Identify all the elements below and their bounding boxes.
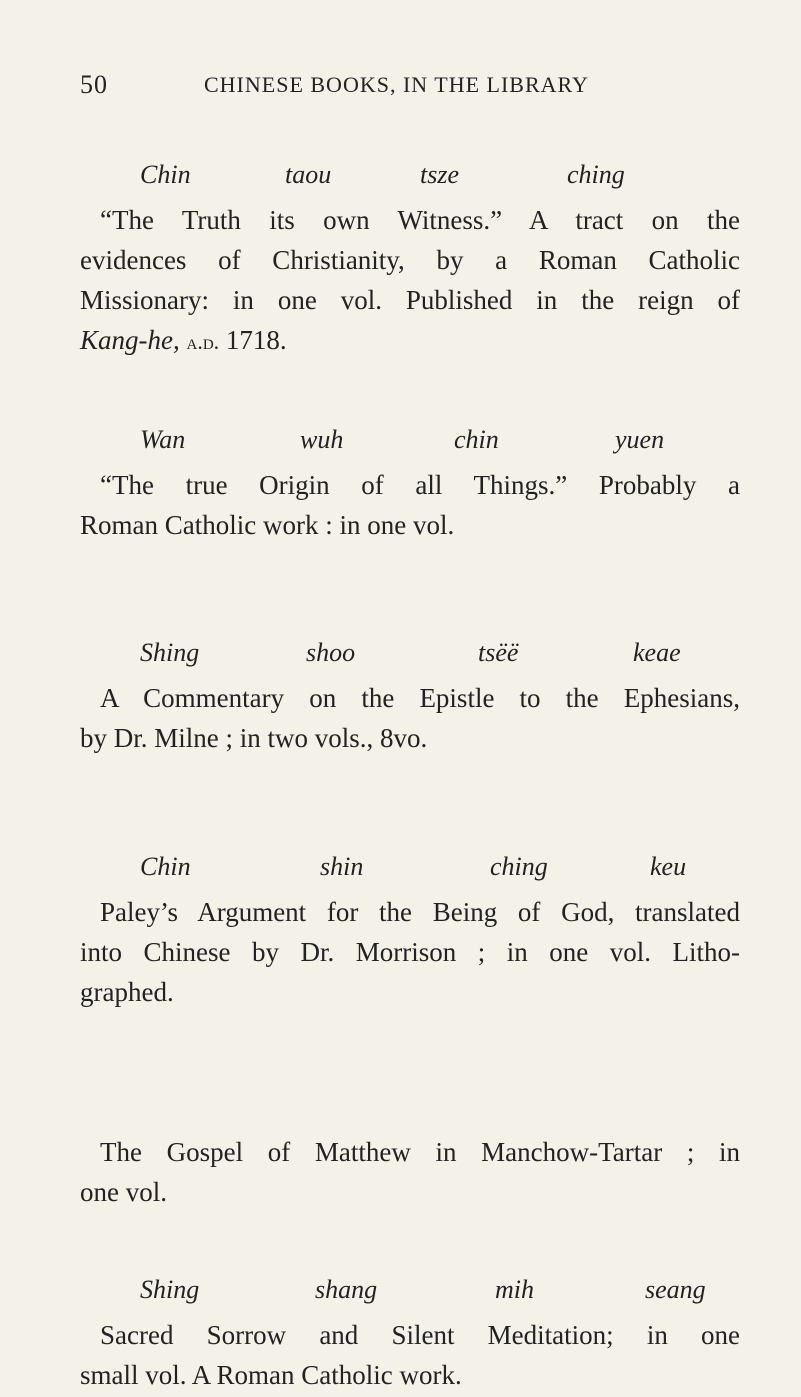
romanization-word: wuh: [300, 425, 344, 454]
romanization-word: tsze: [420, 160, 459, 189]
text-line: small vol. A Roman Catholic work.: [80, 1360, 462, 1390]
romanization-word: keu: [650, 852, 687, 881]
text-line: “The true Origin of all Things.” Probably a: [100, 470, 740, 500]
entry-description: [80, 465, 740, 545]
text-line: Roman Catholic work : in one vol.: [80, 510, 455, 540]
text-line: The Gospel of Matthew in Manchow-Tartar ; in: [100, 1137, 740, 1167]
romanization: [80, 638, 740, 678]
text-line: one vol.: [80, 1177, 167, 1207]
entry-wan-wuh-chin-yuen: [80, 425, 740, 545]
text-line: Paley’s Argument for the Being of God, translated: [100, 897, 740, 927]
romanization-word: ching: [567, 160, 625, 189]
romanization-word: Shing: [140, 1275, 200, 1304]
romanization-word: shang: [315, 1275, 378, 1304]
text-line: by Dr. Milne ; in two vols., 8vo.: [80, 723, 428, 753]
romanization-word: seang: [645, 1275, 706, 1304]
entry-description: [80, 678, 740, 758]
entry-shing-shoo-tsee-keae: [80, 638, 740, 758]
entry-description: [80, 1315, 740, 1395]
romanization: [80, 160, 740, 200]
text-line: into Chinese by Dr. Morrison ; in one vol. Litho-: [80, 937, 740, 967]
romanization-word: taou: [285, 160, 332, 189]
text-line: “The Truth its own Witness.” A tract on the: [100, 205, 740, 235]
romanization-word: tsëë: [478, 638, 519, 667]
romanization: [80, 852, 740, 892]
entry-description: [80, 1132, 740, 1212]
romanization-word: mih: [495, 1275, 534, 1304]
romanization-word: yuen: [615, 425, 665, 454]
page-number: 50: [80, 70, 108, 99]
text-line: evidences of Christianity, by a Roman Catholic: [80, 245, 740, 275]
entry-description: [80, 200, 740, 362]
romanization-word: Shing: [140, 638, 200, 667]
running-head: [80, 70, 740, 104]
romanization-word: shin: [320, 852, 364, 881]
entry-gospel-of-matthew: [80, 1132, 740, 1212]
text-line: Sacred Sorrow and Silent Meditation; in one: [100, 1320, 740, 1350]
text-line: A Commentary on the Epistle to the Ephesians,: [100, 683, 740, 713]
romanization-word: chin: [454, 425, 499, 454]
romanization-word: ching: [490, 852, 548, 881]
romanization-word: shoo: [306, 638, 356, 667]
text-line: [80, 320, 740, 362]
year: 1718.: [225, 325, 287, 355]
romanization-word: Wan: [140, 425, 186, 454]
romanization-word: Chin: [140, 852, 191, 881]
romanization-word: Chin: [140, 160, 191, 189]
romanization-word: keae: [633, 638, 681, 667]
text-line: graphed.: [80, 977, 174, 1007]
entry-chin-shin-ching-keu: [80, 852, 740, 1012]
romanization: [80, 1275, 740, 1315]
text-line: Missionary: in one vol. Published in the reign of: [80, 285, 740, 315]
entry-description: [80, 892, 740, 1012]
romanization: [80, 425, 740, 465]
reign-name: Kang-he,: [80, 325, 180, 355]
entry-shing-shang-mih-seang: [80, 1275, 740, 1395]
era-abbrev: a.d.: [186, 329, 220, 354]
entry-chin-taou-tsze-ching: [80, 160, 740, 362]
running-title: CHINESE BOOKS, IN THE LIBRARY: [204, 72, 589, 97]
